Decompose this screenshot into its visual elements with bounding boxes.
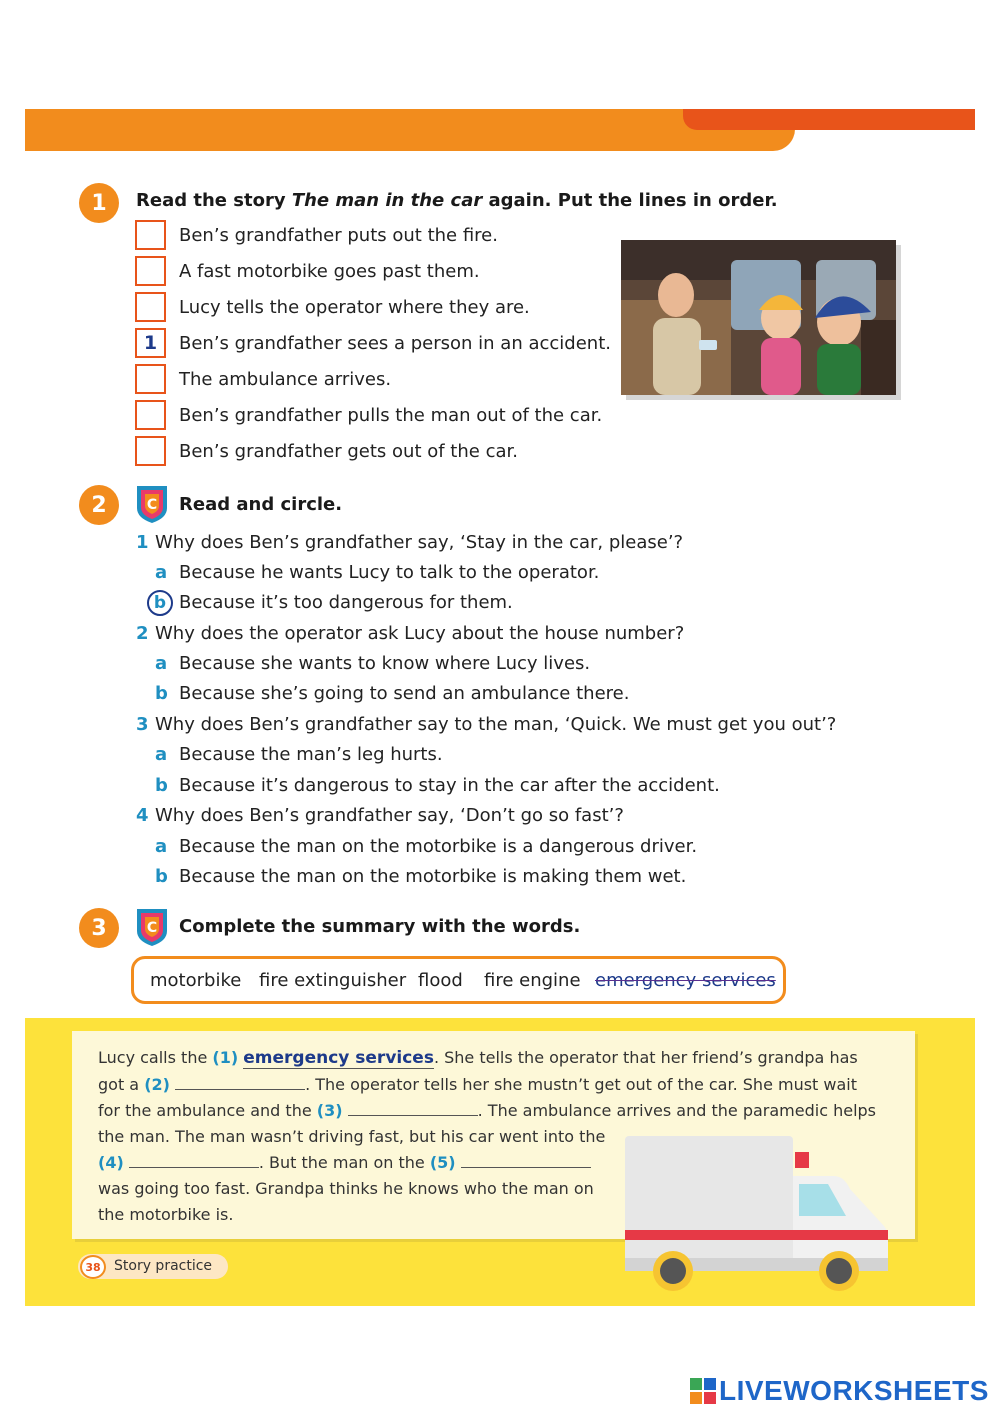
gap-3-blank[interactable] — [348, 1102, 478, 1116]
word-chip[interactable]: motorbike — [150, 970, 242, 991]
option-text: Because the man on the motorbike is a dangerous driver. — [179, 836, 698, 857]
gap-2-blank[interactable] — [175, 1076, 305, 1090]
ambulance-icon — [622, 1134, 892, 1294]
order-line-text: A fast motorbike goes past them. — [179, 261, 480, 282]
header-band-accent — [683, 109, 975, 130]
question-number: 2 — [136, 623, 149, 644]
option-text: Because it’s dangerous to stay in the car after the accident. — [179, 775, 720, 796]
summary-text: . She tells the operator that her friend’s grandpa has — [433, 1048, 858, 1067]
summary-line-7: the motorbike is. — [98, 1205, 234, 1224]
question-number: 4 — [136, 805, 149, 826]
summary-line-4: the man. The man wasn’t driving fast, but his car went into the — [98, 1127, 606, 1146]
gap-number: (1) — [212, 1048, 239, 1067]
order-box[interactable] — [135, 400, 166, 430]
question-text: Why does Ben’s grandfather say, ‘Stay in the car, please’? — [155, 532, 684, 553]
order-line-text: The ambulance arrives. — [179, 369, 392, 390]
order-box[interactable] — [135, 436, 166, 466]
summary-line-1 — [98, 1048, 858, 1068]
question-text: Why does the operator ask Lucy about the house number? — [155, 623, 685, 644]
option-text: Because she’s going to send an ambulance there. — [179, 683, 630, 704]
option-letter-a[interactable]: a — [155, 562, 168, 583]
word-chip[interactable]: fire extinguisher — [259, 970, 407, 991]
heading-text: Read the story — [136, 190, 292, 211]
option-letter-b[interactable]: b — [155, 683, 168, 704]
option-text: Because the man on the motorbike is making them wet. — [179, 866, 687, 887]
option-letter-a[interactable]: a — [155, 653, 168, 674]
summary-text: Lucy calls the — [98, 1048, 213, 1067]
question-text: Why does Ben’s grandfather say to the man, ‘Quick. We must get you out’? — [155, 714, 837, 735]
shield-icon — [135, 907, 169, 947]
summary-line-5 — [98, 1153, 591, 1172]
summary-text: got a — [98, 1075, 145, 1094]
word-chip[interactable]: flood — [418, 970, 463, 991]
order-line-text: Ben’s grandfather pulls the man out of the car. — [179, 405, 603, 426]
question-text: Why does Ben’s grandfather say, ‘Don’t go so fast’? — [155, 805, 624, 826]
order-line-text: Ben’s grandfather gets out of the car. — [179, 441, 518, 462]
logo-text: LIVEWORKSHEETS — [719, 1375, 989, 1406]
question-number: 3 — [136, 714, 149, 735]
header-band — [25, 109, 795, 151]
gap-number: (3) — [316, 1101, 343, 1120]
exercise-2-number: 2 — [79, 485, 119, 525]
word-chip-used[interactable]: emergency services — [595, 970, 776, 991]
summary-line-6: was going too fast. Grandpa thinks he knows who the man on — [98, 1179, 594, 1198]
order-box[interactable] — [135, 364, 166, 394]
option-text: Because he wants Lucy to talk to the operator. — [179, 562, 600, 583]
exercise-2-heading: Read and circle. — [179, 494, 343, 515]
svg-text:C: C — [146, 497, 158, 513]
question-number: 1 — [136, 532, 149, 553]
summary-text: . But the man on the — [258, 1153, 430, 1172]
car-interior-scene — [621, 240, 896, 395]
summary-text: . The operator tells her she mustn’t get out of the car. She must wait — [305, 1075, 858, 1094]
logo-squares-icon — [690, 1378, 716, 1404]
story-title: The man in the car — [291, 190, 483, 211]
exercise-3-heading: Complete the summary with the words. — [179, 916, 581, 937]
option-text: Because the man’s leg hurts. — [179, 744, 443, 765]
svg-text:C: C — [146, 920, 158, 936]
exercise-3-number: 3 — [79, 908, 119, 948]
option-letter-b[interactable]: b — [155, 775, 168, 796]
gap-number: (5) — [429, 1153, 456, 1172]
summary-line-3 — [98, 1101, 876, 1120]
summary-text: for the ambulance and the — [98, 1101, 317, 1120]
order-box[interactable]: 1 — [135, 328, 166, 358]
order-box[interactable] — [135, 220, 166, 250]
option-letter-a[interactable]: a — [155, 744, 168, 765]
critical-thinking-shield-icon — [135, 907, 169, 951]
gap-number: (4) — [98, 1153, 124, 1172]
exercise-1-number: 1 — [79, 183, 119, 223]
story-illustration — [621, 240, 896, 395]
shield-icon — [135, 484, 169, 524]
page-number: 38 — [80, 1255, 106, 1279]
order-box[interactable] — [135, 256, 166, 286]
circled-answer-b[interactable]: b — [147, 590, 173, 616]
option-letter-a[interactable]: a — [155, 836, 168, 857]
order-line-text: Ben’s grandfather puts out the fire. — [179, 225, 498, 246]
exercise-1-heading — [136, 190, 778, 211]
heading-text: again. Put the lines in order. — [482, 190, 778, 211]
option-text: Because it’s too dangerous for them. — [179, 592, 513, 613]
gap-4-blank[interactable] — [129, 1154, 259, 1168]
gap-number: (2) — [144, 1075, 170, 1094]
summary-text: . The ambulance arrives and the paramedic helps — [477, 1101, 877, 1120]
critical-thinking-shield-icon — [135, 484, 169, 528]
gap-1-answer[interactable]: emergency services — [243, 1048, 434, 1068]
gap-5-blank[interactable] — [461, 1154, 591, 1168]
liveworksheets-logo — [690, 1374, 989, 1408]
order-line-text: Lucy tells the operator where they are. — [179, 297, 530, 318]
option-letter-b[interactable]: b — [155, 866, 168, 887]
page-section-label: Story practice — [114, 1258, 213, 1274]
order-line-text: Ben’s grandfather sees a person in an accident. — [179, 333, 611, 354]
option-text: Because she wants to know where Lucy lives. — [179, 653, 591, 674]
order-box[interactable] — [135, 292, 166, 322]
summary-line-2 — [98, 1075, 857, 1094]
ambulance-illustration — [622, 1134, 892, 1298]
word-chip[interactable]: fire engine — [484, 970, 581, 991]
